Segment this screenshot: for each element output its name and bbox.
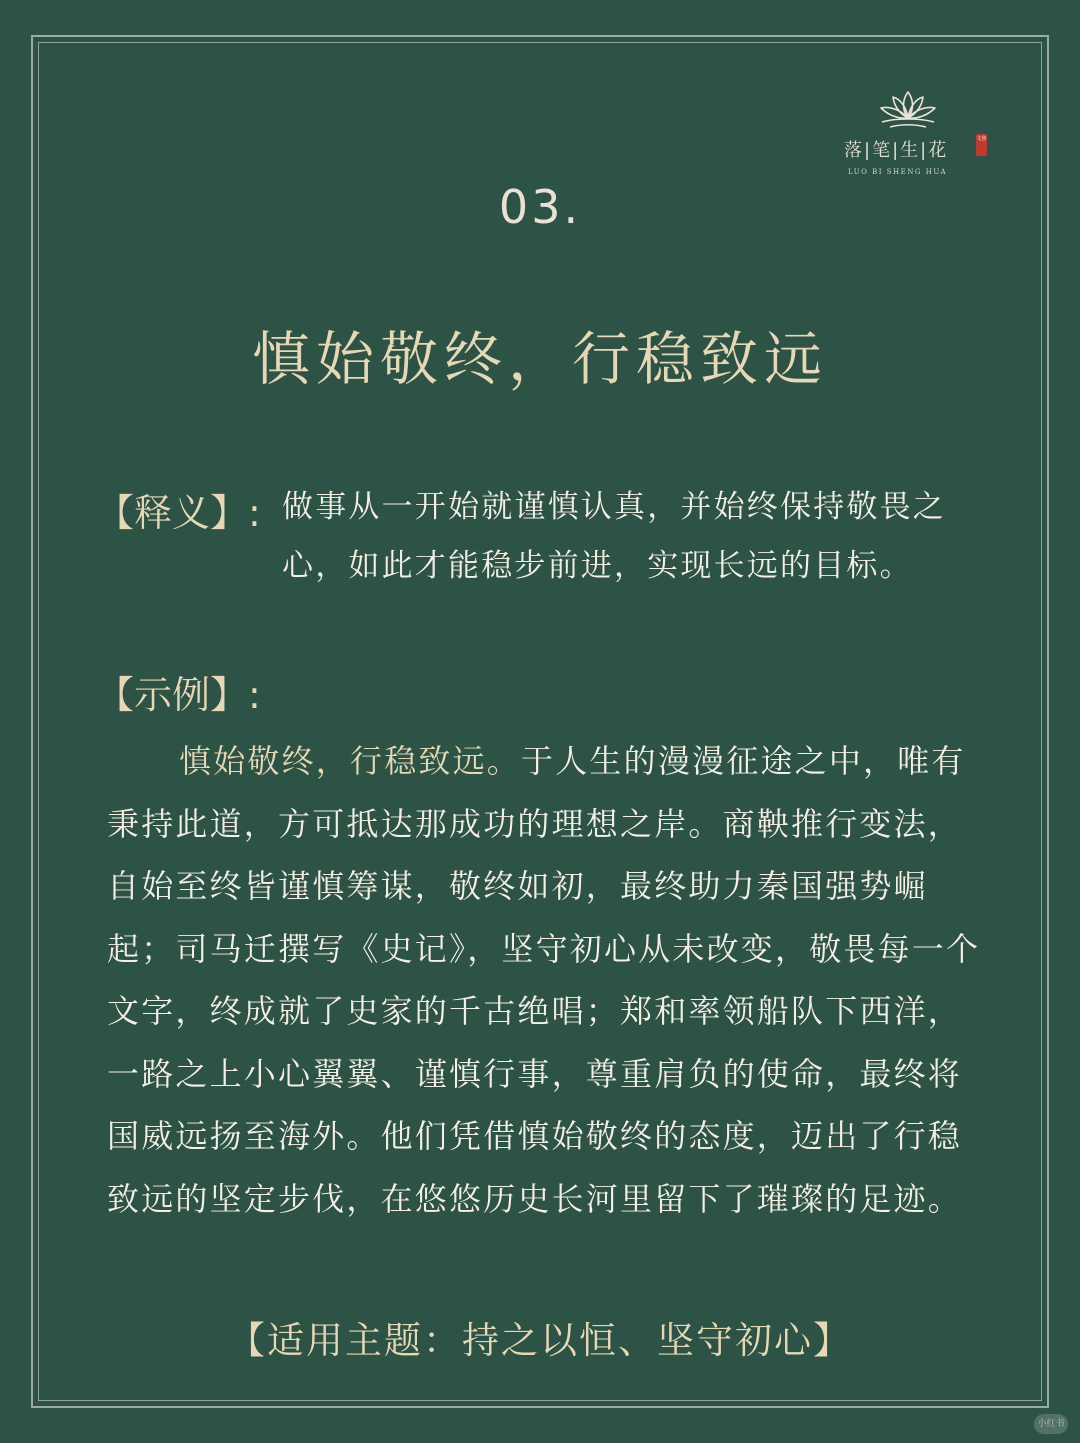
- lotus-icon: [876, 88, 940, 130]
- section-number: 03.: [498, 180, 582, 234]
- example-text: 于人生的漫漫征途之中，唯有秉持此道，方可抵达那成功的理想之岸。商鞅推行变法，自始至终皆谨慎筹谋，敬终如初，最终助力秦国强势崛起；司马迁撰写《史记》，坚守初心从未改变，敬畏每一个文字，终成就了史家的千古绝唱；郑和率领船队下西洋，一路之上小心翼翼、谨慎行事，尊重肩负的使命，最终将国威远扬至海外。他们凭借慎始敬终的态度，迈出了行稳致远的坚定步伐，在悠悠历史长河里留下了璀璨的足迹。: [107, 742, 981, 1218]
- logo-brand-name: 落|笔|生|花: [844, 140, 949, 161]
- logo-red-seal: 文创: [976, 134, 987, 156]
- applicable-theme: 【适用主题：持之以恒、坚守初心】: [228, 1319, 852, 1362]
- definition-label: 【释义】:: [96, 491, 261, 535]
- logo-pinyin: LUO BI SHENG HUA: [848, 168, 948, 176]
- watermark-badge: 小红书: [1034, 1414, 1068, 1434]
- idiom-title: 慎始敬终，行稳致远: [251, 325, 828, 393]
- example-paragraph: [107, 730, 987, 1230]
- example-label: 【示例】:: [96, 673, 261, 717]
- definition-text: 做事从一开始就谨慎认真，并始终保持敬畏之心，如此才能稳步前进，实现长远的目标。: [282, 489, 946, 584]
- example-highlight: 慎始敬终，行稳致远。: [179, 742, 522, 780]
- brand-logo: [842, 88, 992, 180]
